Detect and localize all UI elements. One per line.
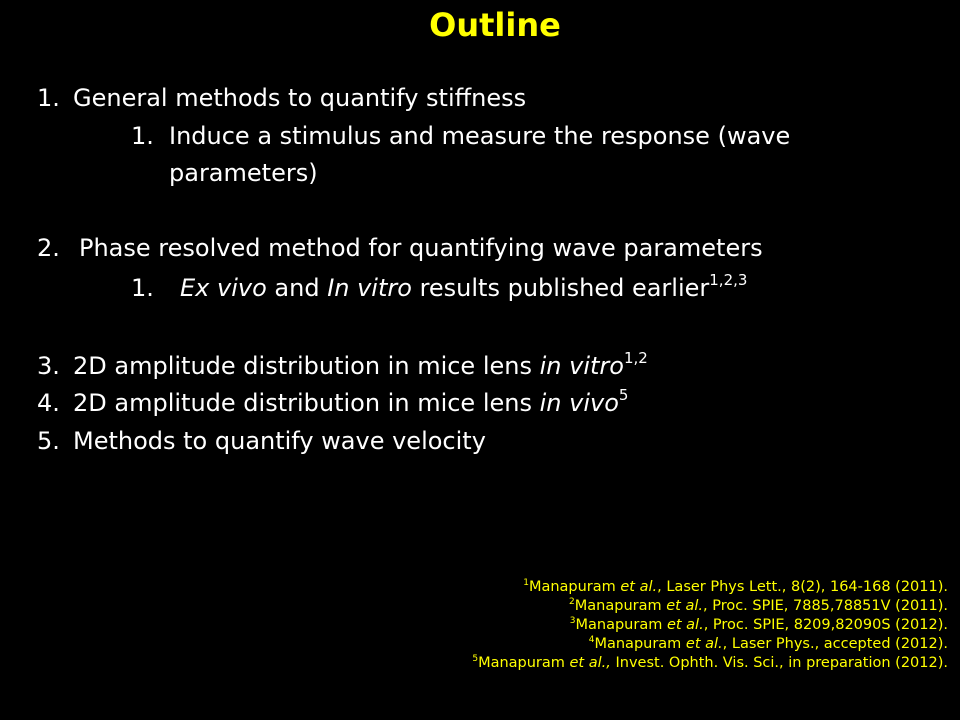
results-text: results published earlier [411, 274, 710, 302]
reference-author: Manapuram [594, 636, 686, 652]
outline-item-number: 2. [37, 234, 60, 262]
in-vivo-text: in vivo [539, 389, 619, 417]
citation-superscript: 1,2,3 [709, 271, 748, 289]
reference-citation: Invest. Ophth. Vis. Sci., in preparation (2012). [610, 655, 948, 671]
item-4-text: 2D amplitude distribution in mice lens [73, 389, 540, 417]
reference-author: Manapuram [574, 598, 667, 614]
reference-etal: et al. [666, 617, 704, 633]
reference-etal: et al. [620, 579, 658, 595]
in-vitro-text: in vitro [539, 352, 624, 380]
reference-author: Manapuram [575, 617, 667, 633]
outline-item-text: General methods to quantify stiffness [73, 84, 527, 112]
reference-etal: et al. [685, 636, 723, 652]
reference-number: 4 [588, 635, 595, 646]
reference-etal: et al., [569, 655, 611, 671]
outline-item-5 [37, 423, 486, 459]
outline-item-text: Phase resolved method for quantifying wave parameters [79, 234, 763, 262]
outline-item-number: 1. [37, 84, 60, 112]
outline-item-number: 5. [37, 427, 60, 455]
reference-5 [472, 654, 948, 673]
reference-citation: , Laser Phys., accepted (2012). [722, 636, 948, 652]
reference-2 [472, 597, 948, 616]
and-text: and [266, 274, 328, 302]
outline-item-number: 3. [37, 352, 60, 380]
outline-item-number: 1. [131, 274, 154, 302]
outline-subitem-2-1 [131, 270, 748, 306]
reference-citation: , Laser Phys Lett., 8(2), 164-168 (2011). [657, 579, 948, 595]
outline-item-number: 4. [37, 389, 60, 417]
outline-item-number: 1. [131, 122, 154, 150]
in-vitro-text: In vitro [327, 274, 412, 302]
reference-number: 2 [569, 597, 575, 608]
outline-item-text [180, 270, 747, 306]
outline-item-text: Induce a stimulus and measure the response (wave [169, 122, 791, 150]
reference-citation: , Proc. SPIE, 8209,82090S (2012). [703, 617, 948, 633]
reference-3 [472, 616, 948, 635]
reference-4 [472, 635, 948, 654]
outline-item-text [73, 348, 648, 384]
ex-vivo-text: Ex vivo [180, 274, 267, 302]
outline-item-3 [37, 348, 648, 384]
item-3-text: 2D amplitude distribution in mice lens [73, 352, 540, 380]
outline-item-text: parameters) [169, 159, 318, 187]
slide-title: Outline [429, 6, 561, 44]
outline-item-text: Methods to quantify wave velocity [73, 427, 486, 455]
reference-1 [472, 578, 948, 597]
outline-item-4 [37, 385, 629, 421]
outline-subitem-1-1 [131, 118, 791, 154]
outline-subitem-1-1-continued [169, 155, 318, 191]
reference-etal: et al. [666, 598, 703, 614]
reference-author: Manapuram [478, 655, 570, 671]
citation-superscript: 1,2 [623, 349, 648, 367]
references [472, 578, 948, 673]
reference-number: 3 [569, 616, 576, 627]
reference-citation: , Proc. SPIE, 7885,78851V (2011). [702, 598, 948, 614]
outline-item-text [73, 385, 628, 421]
reference-author: Manapuram [528, 579, 621, 595]
reference-number: 1 [523, 578, 529, 589]
outline-item-2 [37, 230, 763, 266]
reference-number: 5 [472, 654, 479, 665]
citation-superscript: 5 [618, 386, 629, 404]
outline-item-1 [37, 80, 527, 116]
